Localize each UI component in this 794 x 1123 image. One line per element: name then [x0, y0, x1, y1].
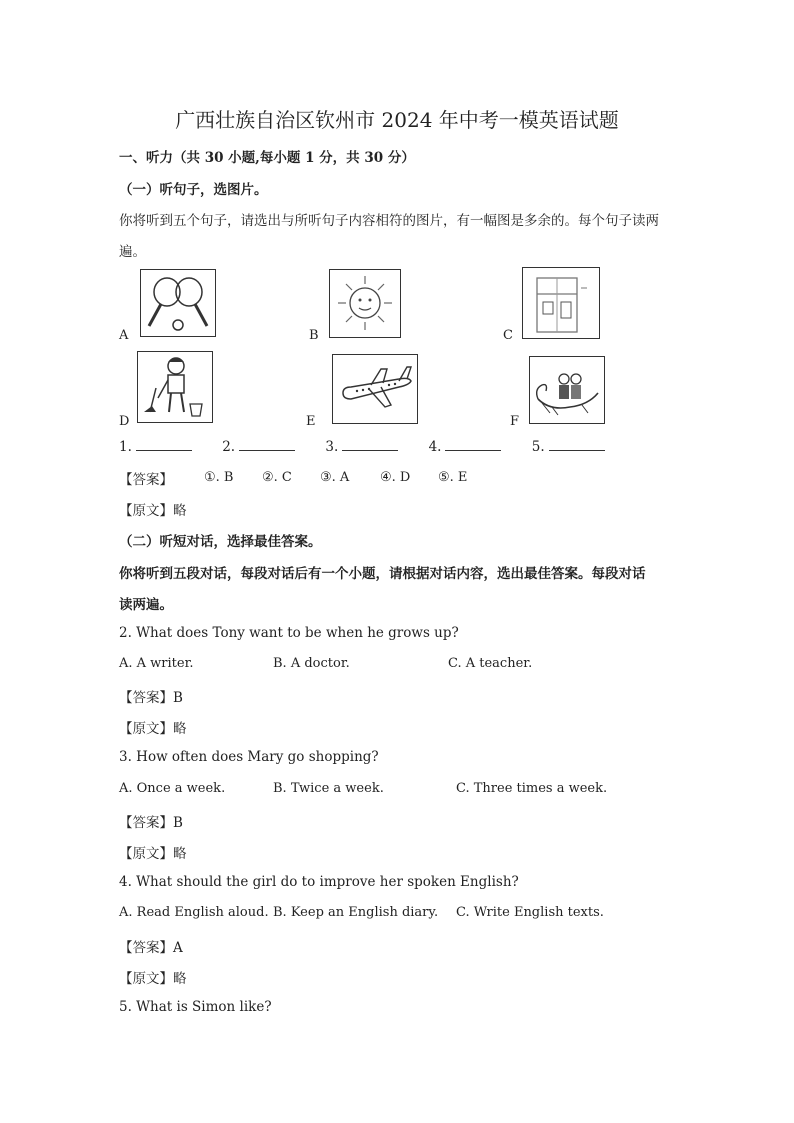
blank-2[interactable]: 2.	[222, 439, 295, 455]
answer-blanks-row	[119, 438, 631, 455]
dragon-boat-icon	[530, 357, 604, 423]
part1-heading: （一）听句子，选图片。	[119, 182, 268, 198]
q3-answer: 【答案】B	[119, 815, 183, 831]
question-3: 3. How often does Mary go shopping?	[119, 749, 379, 765]
refrigerator-icon	[523, 268, 599, 338]
q3-option-b[interactable]: B. Twice a week.	[273, 781, 384, 796]
picture-letter-a: A	[119, 328, 129, 343]
q4-option-c[interactable]: C. Write English texts.	[456, 905, 604, 920]
part1-answer-2: ②. C	[262, 470, 292, 485]
question-2: 2. What does Tony want to be when he grows up?	[119, 625, 459, 641]
picture-c	[522, 267, 600, 339]
question-4: 4. What should the girl do to improve her spoken English?	[119, 874, 519, 890]
picture-d	[137, 351, 213, 423]
part1-answer-label: 【答案】	[119, 472, 173, 488]
q4-original-text: 【原文】略	[119, 971, 187, 987]
q4-option-a[interactable]: A. Read English aloud.	[119, 905, 269, 920]
q4-answer: 【答案】A	[119, 940, 183, 956]
q2-answer: 【答案】B	[119, 690, 183, 706]
q3-original-text: 【原文】略	[119, 846, 187, 862]
blank-4[interactable]: 4.	[429, 439, 502, 455]
picture-letter-d: D	[119, 414, 130, 429]
part2-heading: （二）听短对话，选择最佳答案。	[119, 534, 322, 550]
question-5: 5. What is Simon like?	[119, 999, 272, 1015]
picture-e	[332, 354, 418, 424]
blank-1[interactable]: 1.	[119, 439, 192, 455]
picture-b	[329, 269, 401, 338]
q3-option-c[interactable]: C. Three times a week.	[456, 781, 608, 796]
q4-option-b[interactable]: B. Keep an English diary.	[273, 905, 439, 920]
picture-letter-b: B	[309, 328, 319, 343]
part1-answer-5: ⑤. E	[438, 470, 468, 485]
part1-instruction-line2: 遍。	[119, 244, 146, 260]
picture-f	[529, 356, 605, 424]
part2-instruction-line2: 读两遍。	[119, 597, 173, 613]
q2-option-b[interactable]: B. A doctor.	[273, 656, 350, 671]
part1-answer-3: ③. A	[320, 470, 350, 485]
ping-pong-paddles-icon	[141, 270, 215, 336]
blank-3[interactable]: 3.	[325, 439, 398, 455]
part1-original-text: 【原文】略	[119, 503, 187, 519]
q2-original-text: 【原文】略	[119, 721, 187, 737]
section-heading-listening: 一、听力（共 30 小题,每小题 1 分，共 30 分）	[119, 150, 415, 166]
picture-a	[140, 269, 216, 337]
page-title: 广西壮族自治区钦州市 2024 年中考一模英语试题	[175, 108, 619, 132]
part1-answer-4: ④. D	[380, 470, 411, 485]
q2-option-c[interactable]: C. A teacher.	[448, 656, 533, 671]
part2-instruction-line1: 你将听到五段对话，每段对话后有一个小题，请根据对话内容，选出最佳答案。每段对话	[119, 566, 646, 582]
picture-letter-f: F	[510, 414, 520, 429]
part1-instruction-line1: 你将听到五个句子，请选出与所听句子内容相符的图片，有一幅图是多余的。每个句子读两	[119, 213, 659, 229]
sun-icon	[330, 270, 400, 337]
airplane-icon	[333, 355, 417, 423]
q2-option-a[interactable]: A. A writer.	[119, 656, 194, 671]
q3-option-a[interactable]: A. Once a week.	[119, 781, 226, 796]
part1-answer-1: ①. B	[204, 470, 234, 485]
picture-letter-e: E	[306, 414, 316, 429]
blank-5[interactable]: 5.	[532, 439, 605, 455]
picture-letter-c: C	[503, 328, 513, 343]
boy-sweeping-icon	[138, 352, 212, 422]
